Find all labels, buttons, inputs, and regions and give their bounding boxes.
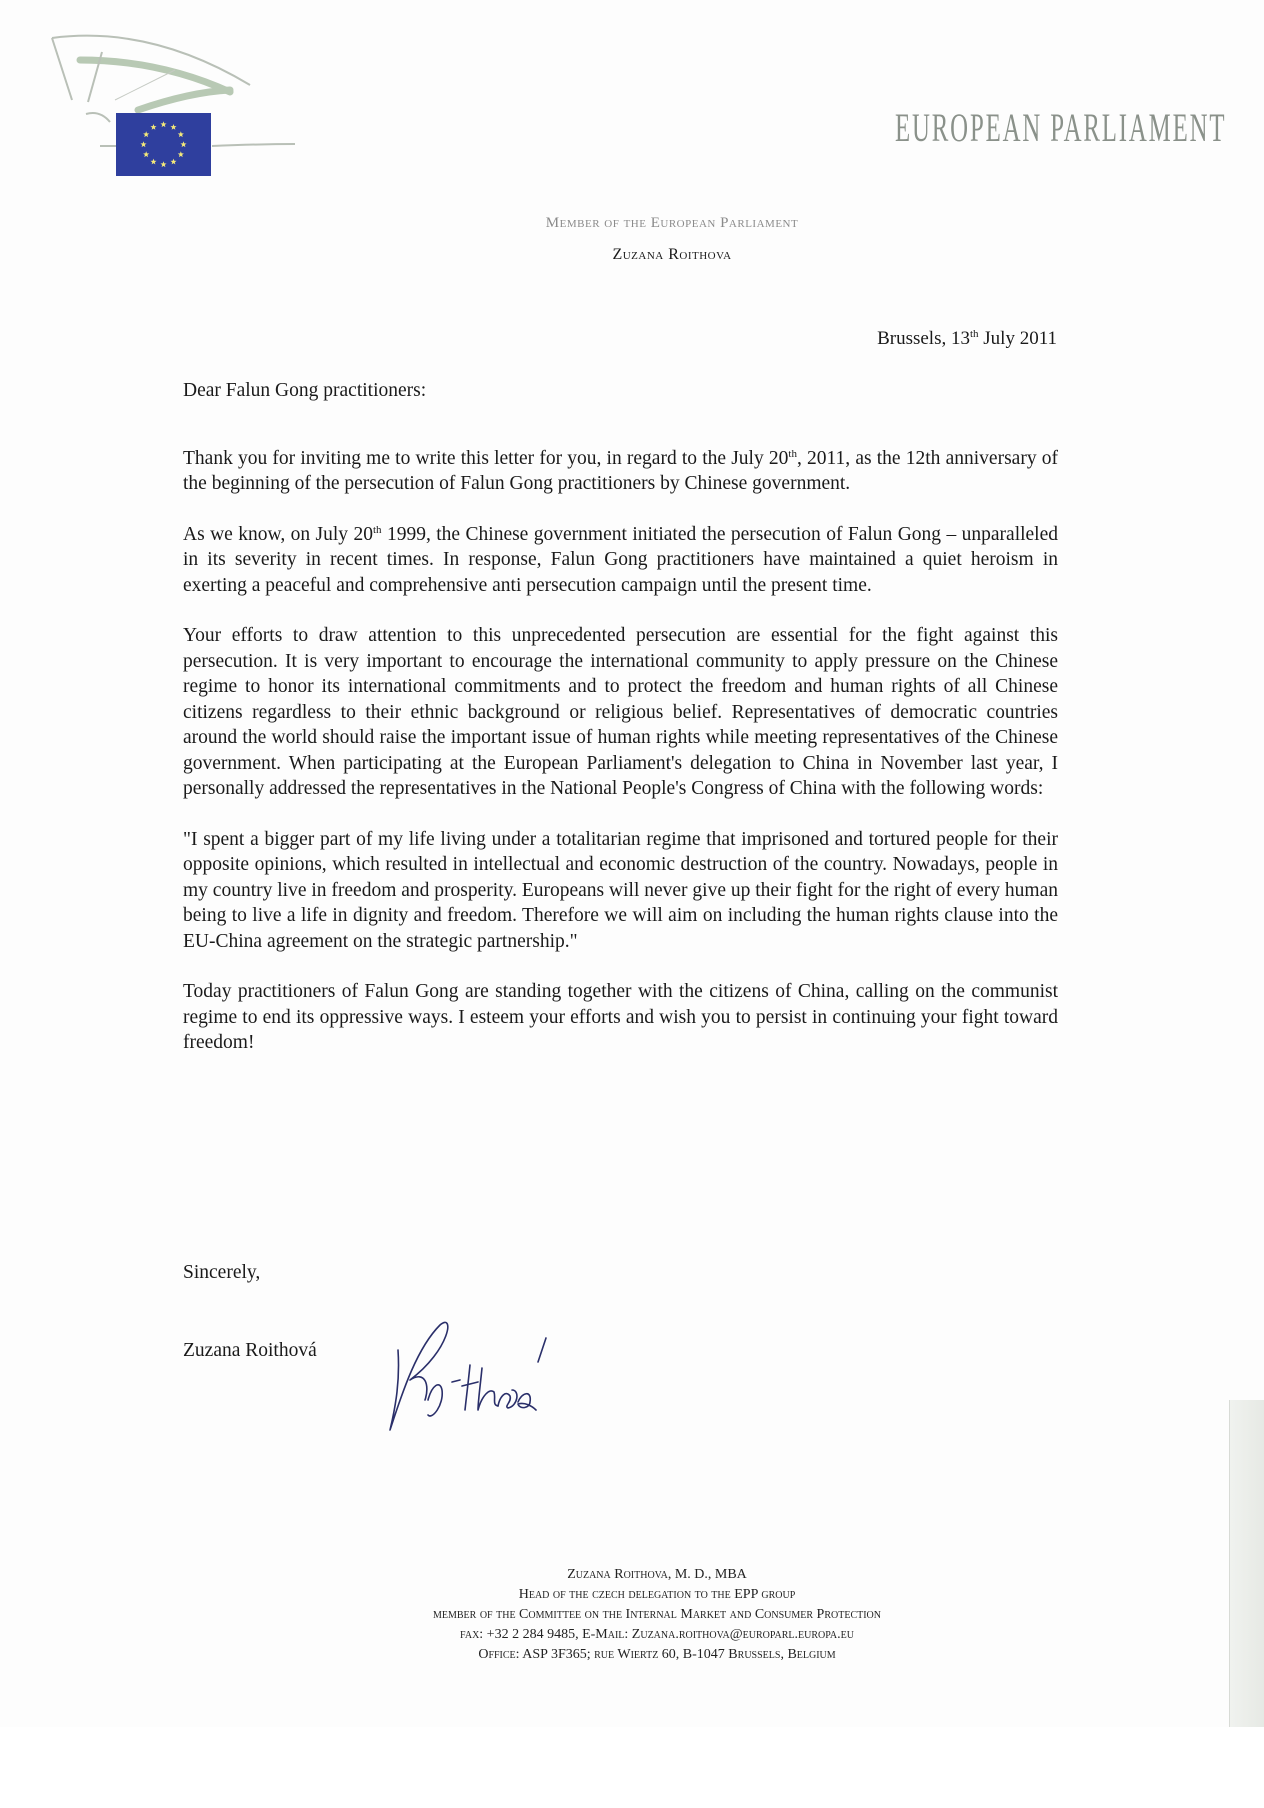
signer-name: Zuzana Roithová (183, 1340, 317, 1361)
date-month-year: July 2011 (978, 328, 1057, 349)
paragraph-1-text-b: , 2011, as the 12th anniversary of the beginning of the persecution of Falun Gong practitioners by Chinese government. (183, 447, 1058, 494)
member-label: Member of the European Parliament (545, 215, 799, 231)
paragraph-2-text-b: 1999, the Chinese government initiated the persecution of Falun Gong – unparalleled in its severity in recent times. In response, Falun Gong practitioners have maintained a quiet heroism in exerting a peaceful and comprehensive anti persecution campaign until the present time. (183, 523, 1059, 596)
paragraph-4-quote: "I spent a bigger part of my life living under a totalitarian regime that imprisoned and tortured people for their opposite opinions, which resulted in intellectual and economic destruction of the country. Nowadays, people in my country live in freedom and prosperity. Europeans will never give up their fight for the right of every human being to live a life in dignity and freedom. Therefore we will aim on including the human rights clause into the EU-China agreement on the strategic partnership." (183, 828, 1058, 952)
paragraph-1-sup: th (788, 447, 797, 460)
member-name: Zuzana Roithova (612, 246, 732, 263)
date-day: 13 (950, 328, 970, 349)
letter-body (183, 378, 1058, 1081)
paragraph-1 (183, 446, 1058, 497)
handwritten-signature-icon (370, 1310, 590, 1440)
salutation: Dear Falun Gong practitioners: (183, 380, 427, 401)
letter-date (877, 328, 1057, 350)
footer-office-line: Office: ASP 3F365; rue Wiertz 60, B-1047 Brussels, Belgium (478, 1647, 836, 1662)
footer-committee-line: member of the Committee on the Internal Market and Consumer Protection (433, 1607, 881, 1622)
footer-contact-line: fax: +32 2 284 9485, E-Mail: Zuzana.roithova@europarl.europa.eu (460, 1627, 854, 1642)
institution-title: EUROPEAN PARLIAMENT (895, 105, 1227, 150)
paragraph-1-text-a: Thank you for inviting me to write this letter for you, in regard to the July 20 (183, 447, 789, 469)
paragraph-2 (183, 522, 1058, 599)
eu-flag-icon (116, 113, 211, 176)
closing: Sincerely, (183, 1262, 261, 1283)
paragraph-2-sup: th (372, 523, 382, 536)
paper-edge-shadow (1229, 1400, 1264, 1727)
footer-name-line: Zuzana Roithova, M. D., MBA (567, 1567, 747, 1582)
paragraph-5: Today practitioners of Falun Gong are standing together with the citizens of China, calling on the communist regime to end its oppressive ways. I esteem your efforts and wish you to persist in continuing your fight toward freedom! (183, 981, 1058, 1053)
paragraph-3: Your efforts to draw attention to this unprecedented persecution are essential for the fight against this persecution. It is very important to encourage the international community to apply pressure on the Chinese regime to honor its international commitments and to protect the freedom and human rights of all Chinese citizens regardless to their ethnic background or religious belief. Representatives of democratic countries around the world should raise the important issue of human rights while meeting representatives of the Chinese government. When participating at the European Parliament's delegation to China in November last year, I personally addressed the representatives in the National People's Congress of China with the following words: (183, 625, 1058, 799)
date-place: Brussels, (877, 328, 951, 349)
footer-role-line: Head of the czech delegation to the EPP group (518, 1587, 796, 1602)
date-day-suffix: th (969, 328, 979, 340)
letter-footer (0, 1565, 1264, 1665)
paragraph-2-text-a: As we know, on July 20 (183, 523, 373, 545)
